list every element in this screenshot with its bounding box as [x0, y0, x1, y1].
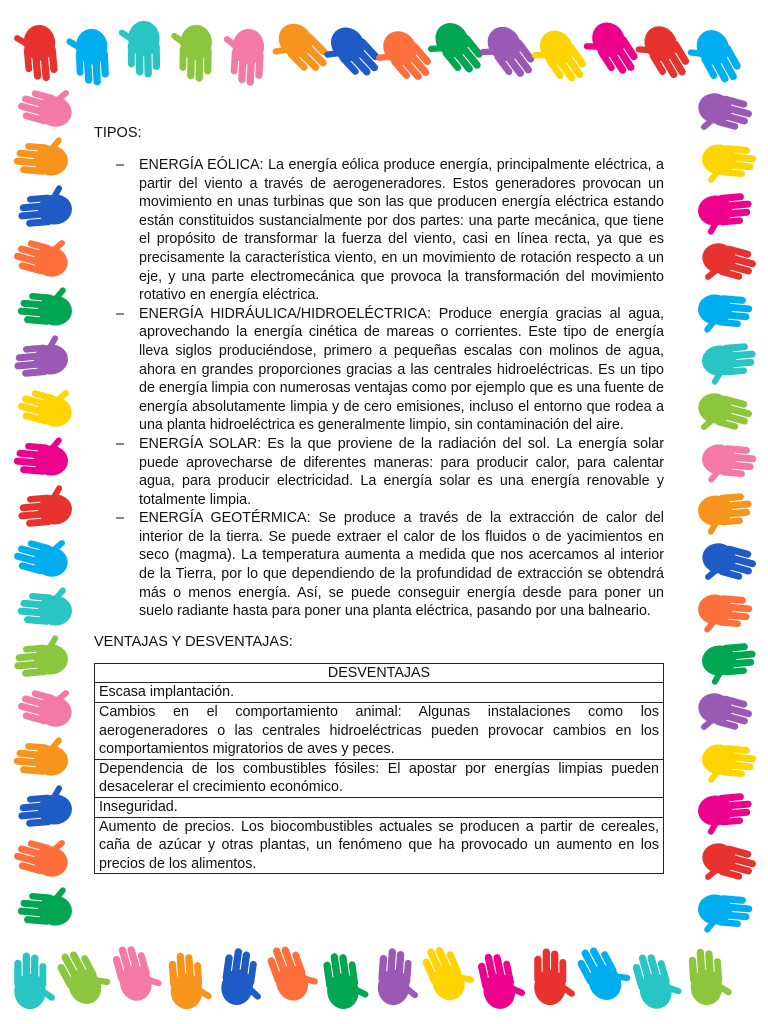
hand-icon: [169, 24, 212, 81]
hand-icon: [264, 17, 334, 87]
hand-icon: [53, 940, 117, 1010]
hand-icon: [701, 642, 758, 686]
hand-icon: [219, 947, 268, 1009]
tipos-heading: TIPOS:: [94, 125, 142, 141]
hand-icon: [697, 492, 754, 536]
table-header: DESVENTAJAS: [95, 663, 664, 683]
hand-icon: [117, 21, 160, 78]
list-item: – ENERGÍA EÓLICA: La energía eólica produce energía, principalmente eléctrica, a partir del viento a través de aerogeneradores. Estos generadores provocan un movimiento en unas turbinas que son las que producen energía eléctrica estando están constituidos sustancialmente por dos partes: una parte mecánica, que tiene el propósito de transformar la fuerza del viento, casi en línea recta, ya que es precisamente la característica viento, en un movimiento de rotación respecto a un eje, y una parte electromecánica que provoca la transformación del movimiento rotativo en energía eléctrica.: [116, 157, 664, 304]
hand-icon: [696, 240, 758, 293]
desventajas-table: [94, 663, 664, 875]
hand-icon: [17, 882, 74, 926]
hand-icon: [12, 633, 69, 677]
hand-icon: [12, 24, 59, 84]
hand-icon: [110, 939, 166, 1005]
hand-icon: [15, 378, 77, 431]
hand-icon: [696, 893, 753, 937]
hand-icon: [11, 228, 73, 281]
hand-icon: [697, 792, 754, 836]
hand-icon: [16, 783, 73, 827]
hand-icon: [220, 28, 265, 87]
hand-icon: [14, 952, 56, 1009]
hand-icon: [16, 183, 73, 227]
energy-solar-text: ENERGÍA SOLAR: Es la que proviene de la radiación del sol. La energía solar puede aprovecharse de diferentes maneras: para producir calor, para calentar agua, para producir electricidad. La energía solar es una energía renovable y totalmente limpia.: [139, 435, 664, 508]
document-body: [94, 124, 664, 874]
hand-icon: [700, 143, 757, 187]
hand-icon: [701, 342, 758, 386]
hand-icon: [700, 743, 757, 787]
table-row: Inseguridad.: [95, 798, 664, 818]
hand-icon: [377, 947, 423, 1006]
hand-icon: [696, 593, 753, 637]
hand-icon: [577, 16, 643, 86]
hand-icon: [11, 528, 73, 581]
hand-icon: [476, 948, 529, 1012]
table-row: Escasa implantación.: [95, 683, 664, 703]
hand-icon: [696, 540, 758, 593]
hand-icon: [630, 947, 686, 1013]
hand-icon: [692, 90, 754, 143]
list-item: – ENERGÍA HIDRÁULICA/HIDROELÉCTRICA: Produce energía gracias al agua, aprovechando la energía cinética de mareas o corrientes. Este tipo de energía lleva siglos produciéndose, primero a pequeñas escalas con molinos de agua, ahora en grandes proporciones gracias a las centrales hidroeléctricas. Es un tipo de energía limpia con numerosas ventajas como por ejemplo que es una fuente de energía absolutamente limpia y de cero emisiones, incluso el entorno que rodea a una planta hidroeléctrica es generalmente limpio, sin contaminación del aire.: [116, 305, 664, 434]
hand-icon: [534, 948, 576, 1005]
list-item: – ENERGÍA GEOTÉRMICA: Se produce a través de la extracción de calor del interior de la tierra. Se puede extraer el calor de los fluidos o de yacimientos en seco (magma). La temperatura aumenta a medida que nos acercamos al interior de la Tierra, por lo que dependiendo de la profundidad de extracción se obtendrá más o menos energía. Así, se puede conseguir energía desde para poner un suelo radiante hasta para poner una planta eléctrica, pasando por una balneario.: [116, 510, 664, 620]
hand-icon: [692, 390, 754, 443]
hand-icon: [12, 333, 69, 377]
hand-icon: [16, 483, 73, 527]
hand-icon: [688, 947, 734, 1006]
hand-icon: [696, 293, 753, 337]
list-item: – ENERGÍA SOLAR: Es la que proviene de la radiación del sol. La energía solar puede aprovecharse de diferentes maneras: para producir calor, para calentar agua, para producir electricidad. La energía solar es una energía renovable y totalmente limpia.: [116, 435, 664, 508]
hand-icon: [11, 828, 73, 881]
hand-icon: [525, 24, 592, 94]
hand-icon: [17, 582, 74, 626]
energy-eolica-text: ENERGÍA EÓLICA: La energía eólica produce energía, principalmente eléctrica, a partir del viento a través de aerogeneradores. Estos generadores provocan un movimiento en unas turbinas que son las que producen energía eléctrica estando están constituidos sustancialmente por dos partes: una parte mecánica, que tiene el propósito de transformar la fuerza del viento, casi en línea recta, ya que es precisamente la característica viento, en un movimiento de rotación respecto a un eje, y una parte electromecánica que provoca la transformación del movimiento rotativo en energía eléctrica.: [139, 157, 664, 304]
hand-icon: [322, 949, 371, 1011]
hand-icon: [629, 20, 694, 90]
energy-hidraulica-text: ENERGÍA HIDRÁULICA/HIDROELÉCTRICA: Produce energía gracias al agua, aprovechando la energía cinética de mareas o corrientes. Este tipo de energía lleva siglos produciéndose, primero a pequeñas escalas con molinos de agua, ahora en grandes proporciones gracias a las centrales hidroeléctricas. Es un tipo de energía limpia con numerosas ventajas como por ejemplo que es una fuente de energía absolutamente limpia y de cero emisiones, incluso el entorno que rodea a una planta hidroeléctrica es generalmente limpio, sin contaminación del aire.: [139, 305, 664, 434]
hand-icon: [65, 28, 110, 87]
energy-geotermica-text: ENERGÍA GEOTÉRMICA: Se produce a través de la extracción de calor del interior de la tierra. Se puede extraer el calor de los fluidos o de yacimientos en seco (magma). La temperatura aumenta a medida que nos acercamos al interior de la Tierra, por lo que dependiendo de la profundidad de extracción se obtendrá más o menos energía. Así, se puede conseguir energía desde para poner un suelo radiante hasta para poner una planta eléctrica, pasando por una balneario.: [139, 510, 664, 620]
hand-icon: [418, 937, 479, 1006]
hand-icon: [13, 132, 70, 176]
table-row: Dependencia de los combustibles fósiles: El apostar por energías limpias pueden desacelerar el crecimiento económico.: [95, 759, 664, 797]
hand-icon: [420, 16, 488, 86]
hand-icon: [573, 936, 637, 1006]
hand-icon: [15, 678, 77, 731]
hand-icon: [15, 78, 77, 131]
hand-icon: [696, 840, 758, 893]
hand-icon: [13, 732, 70, 776]
hand-icon: [692, 690, 754, 743]
hand-icon: [700, 443, 757, 487]
ventajas-heading: VENTAJAS Y DESVENTAJAS:: [94, 633, 293, 650]
hand-icon: [316, 21, 385, 91]
hand-icon: [681, 24, 745, 94]
hand-icon: [368, 24, 437, 94]
hand-icon: [473, 20, 541, 91]
hand-icon: [168, 951, 214, 1010]
hand-icon: [17, 282, 74, 326]
hand-icon: [13, 432, 70, 476]
table-row: Aumento de precios. Los biocombustibles actuales se producen a partir de cereales, caña de azúcar y otras plantas, un fenómeno que ha provocado un aumento en los precios de los alimentos.: [95, 817, 664, 874]
table-row: Cambios en el comportamiento animal: Algunas instalaciones como los aerogeneradores o las centrales hidroeléctricas pueden provocar cambios en los comportamientos migratorios de aves y peces.: [95, 703, 664, 760]
energy-types-list: [94, 156, 664, 621]
hand-icon: [264, 937, 323, 1005]
hand-icon: [697, 192, 754, 236]
